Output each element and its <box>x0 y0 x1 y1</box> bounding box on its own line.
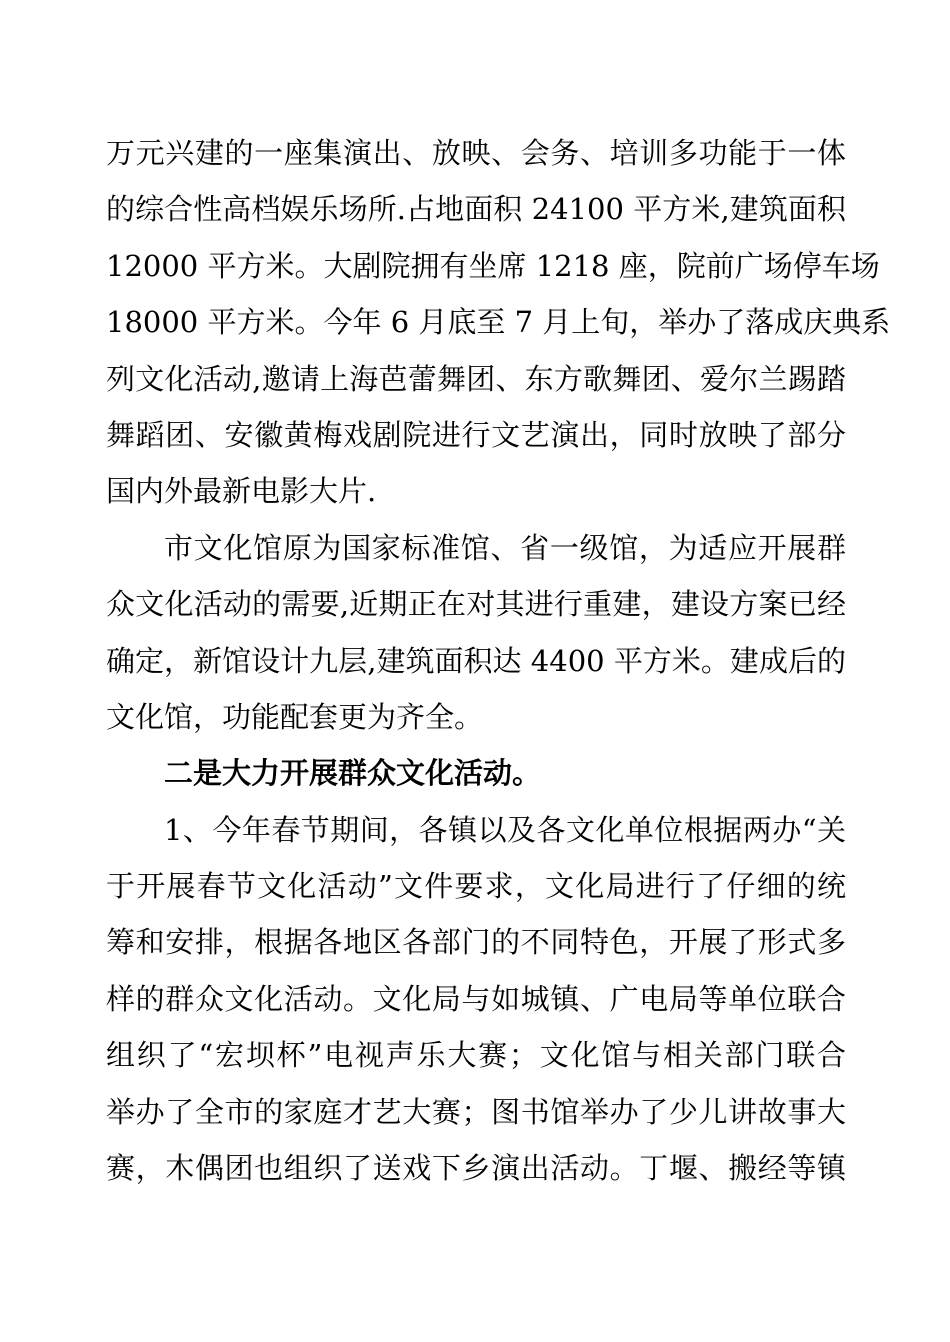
text-line: 国内外最新电影大片. <box>106 474 377 509</box>
text-line: 文化馆，功能配套更为齐全。 <box>106 699 484 734</box>
text-line: 组织了“宏坝杯”电视声乐大赛；文化馆与相关部门联合 <box>106 1038 846 1073</box>
text-line: 1、今年春节期间，各镇以及各文化单位根据两办“关 <box>164 812 846 847</box>
text-line: 赛，木偶团也组织了送戏下乡演出活动。丁堰、搬经等镇 <box>106 1151 846 1186</box>
text-line: 于开展春节文化活动”文件要求，文化局进行了仔细的统 <box>106 869 846 904</box>
text-line: 列文化活动,邀请上海芭蕾舞团、东方歌舞团、爱尔兰踢踏 <box>106 361 846 396</box>
text-line: 舞蹈团、安徽黄梅戏剧院进行文艺演出，同时放映了部分 <box>106 417 846 452</box>
text-line: 万元兴建的一座集演出、放映、会务、培训多功能于一体 <box>106 136 846 170</box>
text-line: 市文化馆原为国家标准馆、省一级馆，为适应开展群 <box>164 530 846 565</box>
text-line: 确定，新馆设计九层,建筑面积达 4400 平方米。建成后的 <box>106 643 846 678</box>
text-line: 的综合性高档娱乐场所.占地面积 24100 平方米,建筑面积 <box>106 192 846 227</box>
text-line: 筹和安排，根据各地区各部门的不同特色，开展了形式多 <box>106 925 846 960</box>
text-line: 12000 平方米。大剧院拥有坐席 1218 座，院前广场停车场 <box>106 248 880 283</box>
text-line: 举办了全市的家庭才艺大赛；图书馆举办了少儿讲故事大 <box>106 1094 846 1129</box>
section-heading: 二是大力开展群众文化活动。 <box>164 756 542 791</box>
text-line: 18000 平方米。今年 6 月底至 7 月上旬，举办了落成庆典系 <box>106 305 891 340</box>
text-line: 样的群众文化活动。文化局与如城镇、广电局等单位联合 <box>106 981 846 1016</box>
body-text <box>106 125 891 1196</box>
text-line: 众文化活动的需要,近期正在对其进行重建，建设方案已经 <box>106 587 846 622</box>
